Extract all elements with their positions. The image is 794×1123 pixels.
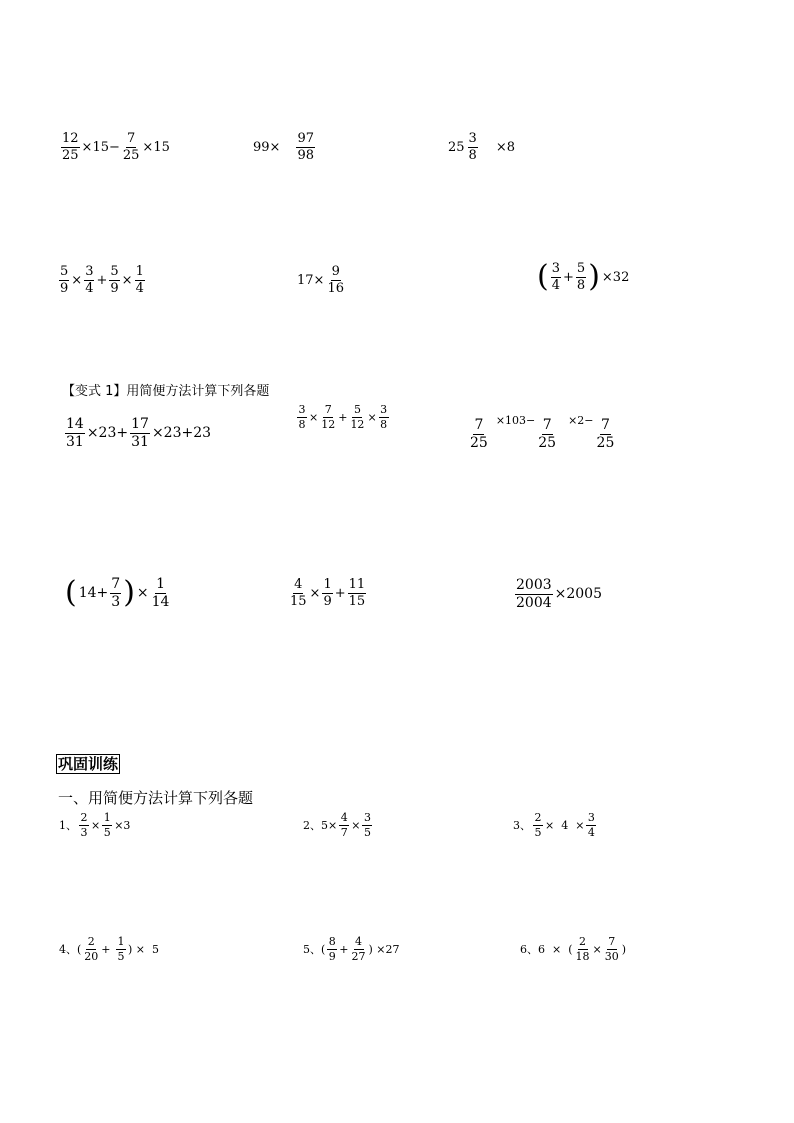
fraction: $\frac{7}{25}$ — [538, 417, 557, 451]
problem-4: $\frac{5}{9}$ × $\frac{3}{4}$ + $\frac{5}{9}$ × $\frac{1}{4}$ — [60, 264, 144, 296]
fraction: $\frac{1}{5}$ — [103, 811, 111, 839]
fraction: $\frac{3}{8}$ — [380, 403, 388, 431]
fraction: $\frac{9}{16}$ — [327, 264, 344, 296]
fraction: $\frac{17}{31}$ — [131, 416, 149, 450]
fraction: $\frac{8}{9}$ — [328, 935, 336, 963]
exercise-heading: 一、用简便方法计算下列各题 — [58, 789, 254, 807]
fraction: $\frac{7}{12}$ — [321, 403, 336, 431]
problem-11: $\frac{4}{15}$ × $\frac{1}{9}$ + $\frac{11}{15}$ — [290, 577, 366, 609]
fraction: $\frac{5}{12}$ — [350, 403, 365, 431]
fraction: $\frac{2}{18}$ — [575, 935, 590, 963]
fraction: $\frac{11}{15}$ — [348, 577, 366, 609]
fraction: $\frac{4}{7}$ — [340, 811, 348, 839]
fraction: $\frac{7}{25}$ — [470, 417, 488, 451]
exercise-3: 3、 $\frac{2}{5}$ × 4 × $\frac{3}{4}$ — [513, 811, 595, 839]
fraction: $\frac{1}{9}$ — [323, 577, 332, 609]
variant-title: 【变式 1】用简便方法计算下列各题 — [62, 384, 270, 399]
fraction: $\frac{2003}{2004}$ — [516, 577, 552, 611]
fraction: $\frac{2}{5}$ — [534, 811, 542, 839]
exercise-4: 4、( $\frac{2}{20}$ + $\frac{1}{5}$ ) × 5 — [59, 935, 160, 963]
problem-3: 25 $\frac{3}{8}$ ×8 — [448, 131, 515, 163]
problem-7: $\frac{14}{31}$ ×23+ $\frac{17}{31}$ ×23+23 — [66, 416, 212, 450]
fraction: $\frac{7}{25}$ — [596, 417, 615, 451]
fraction: $\frac{5}{9}$ — [60, 264, 69, 296]
fraction: $\frac{4}{15}$ — [290, 577, 307, 609]
fraction: $\frac{3}{8}$ — [298, 403, 306, 431]
exercise-1: 1、 $\frac{2}{3}$ × $\frac{1}{5}$ ×3 — [59, 811, 131, 839]
fraction: $\frac{1}{14}$ — [151, 576, 170, 610]
fraction: $\frac{14}{31}$ — [66, 416, 84, 450]
section-title-text: 巩固训练 — [58, 755, 119, 773]
fraction: $\frac{3}{5}$ — [363, 811, 371, 839]
problem-6: ( $\frac{3}{4}$ + $\frac{5}{8}$ ) ×32 — [537, 259, 630, 295]
fraction: $\frac{7}{25}$ — [122, 131, 140, 163]
fraction: $\frac{12}{25}$ — [62, 131, 79, 163]
fraction: $\frac{5}{8}$ — [576, 261, 586, 293]
fraction: $\frac{4}{27}$ — [351, 935, 366, 963]
fraction: $\frac{7}{30}$ — [604, 935, 619, 963]
fraction: $\frac{7}{3}$ — [111, 576, 121, 610]
fraction: $\frac{2}{3}$ — [80, 811, 88, 839]
problem-1: $\frac{12}{25}$ ×15− $\frac{7}{25}$ ×15 — [62, 131, 170, 163]
problem-8: $\frac{3}{8}$ × $\frac{7}{12}$ + $\frac{5}{12}$ × $\frac{3}{8}$ — [298, 403, 388, 431]
problem-9: $\frac{7}{25}$ ×103− $\frac{7}{25}$ ×2− $\frac{7}{25}$ — [470, 414, 615, 451]
fraction: $\frac{1}{4}$ — [135, 264, 144, 296]
section-title — [56, 753, 120, 774]
fraction: $\frac{5}{9}$ — [110, 264, 119, 296]
fraction: $\frac{3}{4}$ — [587, 811, 595, 839]
fraction: $\frac{2}{20}$ — [84, 935, 99, 963]
exercise-6: 6、6 × ( $\frac{2}{18}$ × $\frac{7}{30}$ ) — [520, 935, 627, 963]
fraction: $\frac{1}{5}$ — [117, 935, 125, 963]
problem-2: 99× $\frac{97}{98}$ — [253, 131, 314, 163]
fraction: $\frac{3}{8}$ — [468, 131, 477, 163]
fraction: $\frac{3}{4}$ — [85, 264, 94, 296]
exercise-2: 2、5× $\frac{4}{7}$ × $\frac{3}{5}$ — [303, 811, 371, 839]
problem-5: 17× $\frac{9}{16}$ — [297, 264, 344, 296]
fraction: $\frac{3}{4}$ — [551, 261, 560, 293]
exercise-5: 5、( $\frac{8}{9}$ + $\frac{4}{27}$ ) ×27 — [303, 935, 400, 963]
problem-12: $\frac{2003}{2004}$ ×2005 — [516, 577, 602, 611]
fraction: $\frac{97}{98}$ — [297, 131, 314, 163]
problem-10: ( 14+ $\frac{7}{3}$ ) × $\frac{1}{14}$ — [65, 575, 170, 611]
